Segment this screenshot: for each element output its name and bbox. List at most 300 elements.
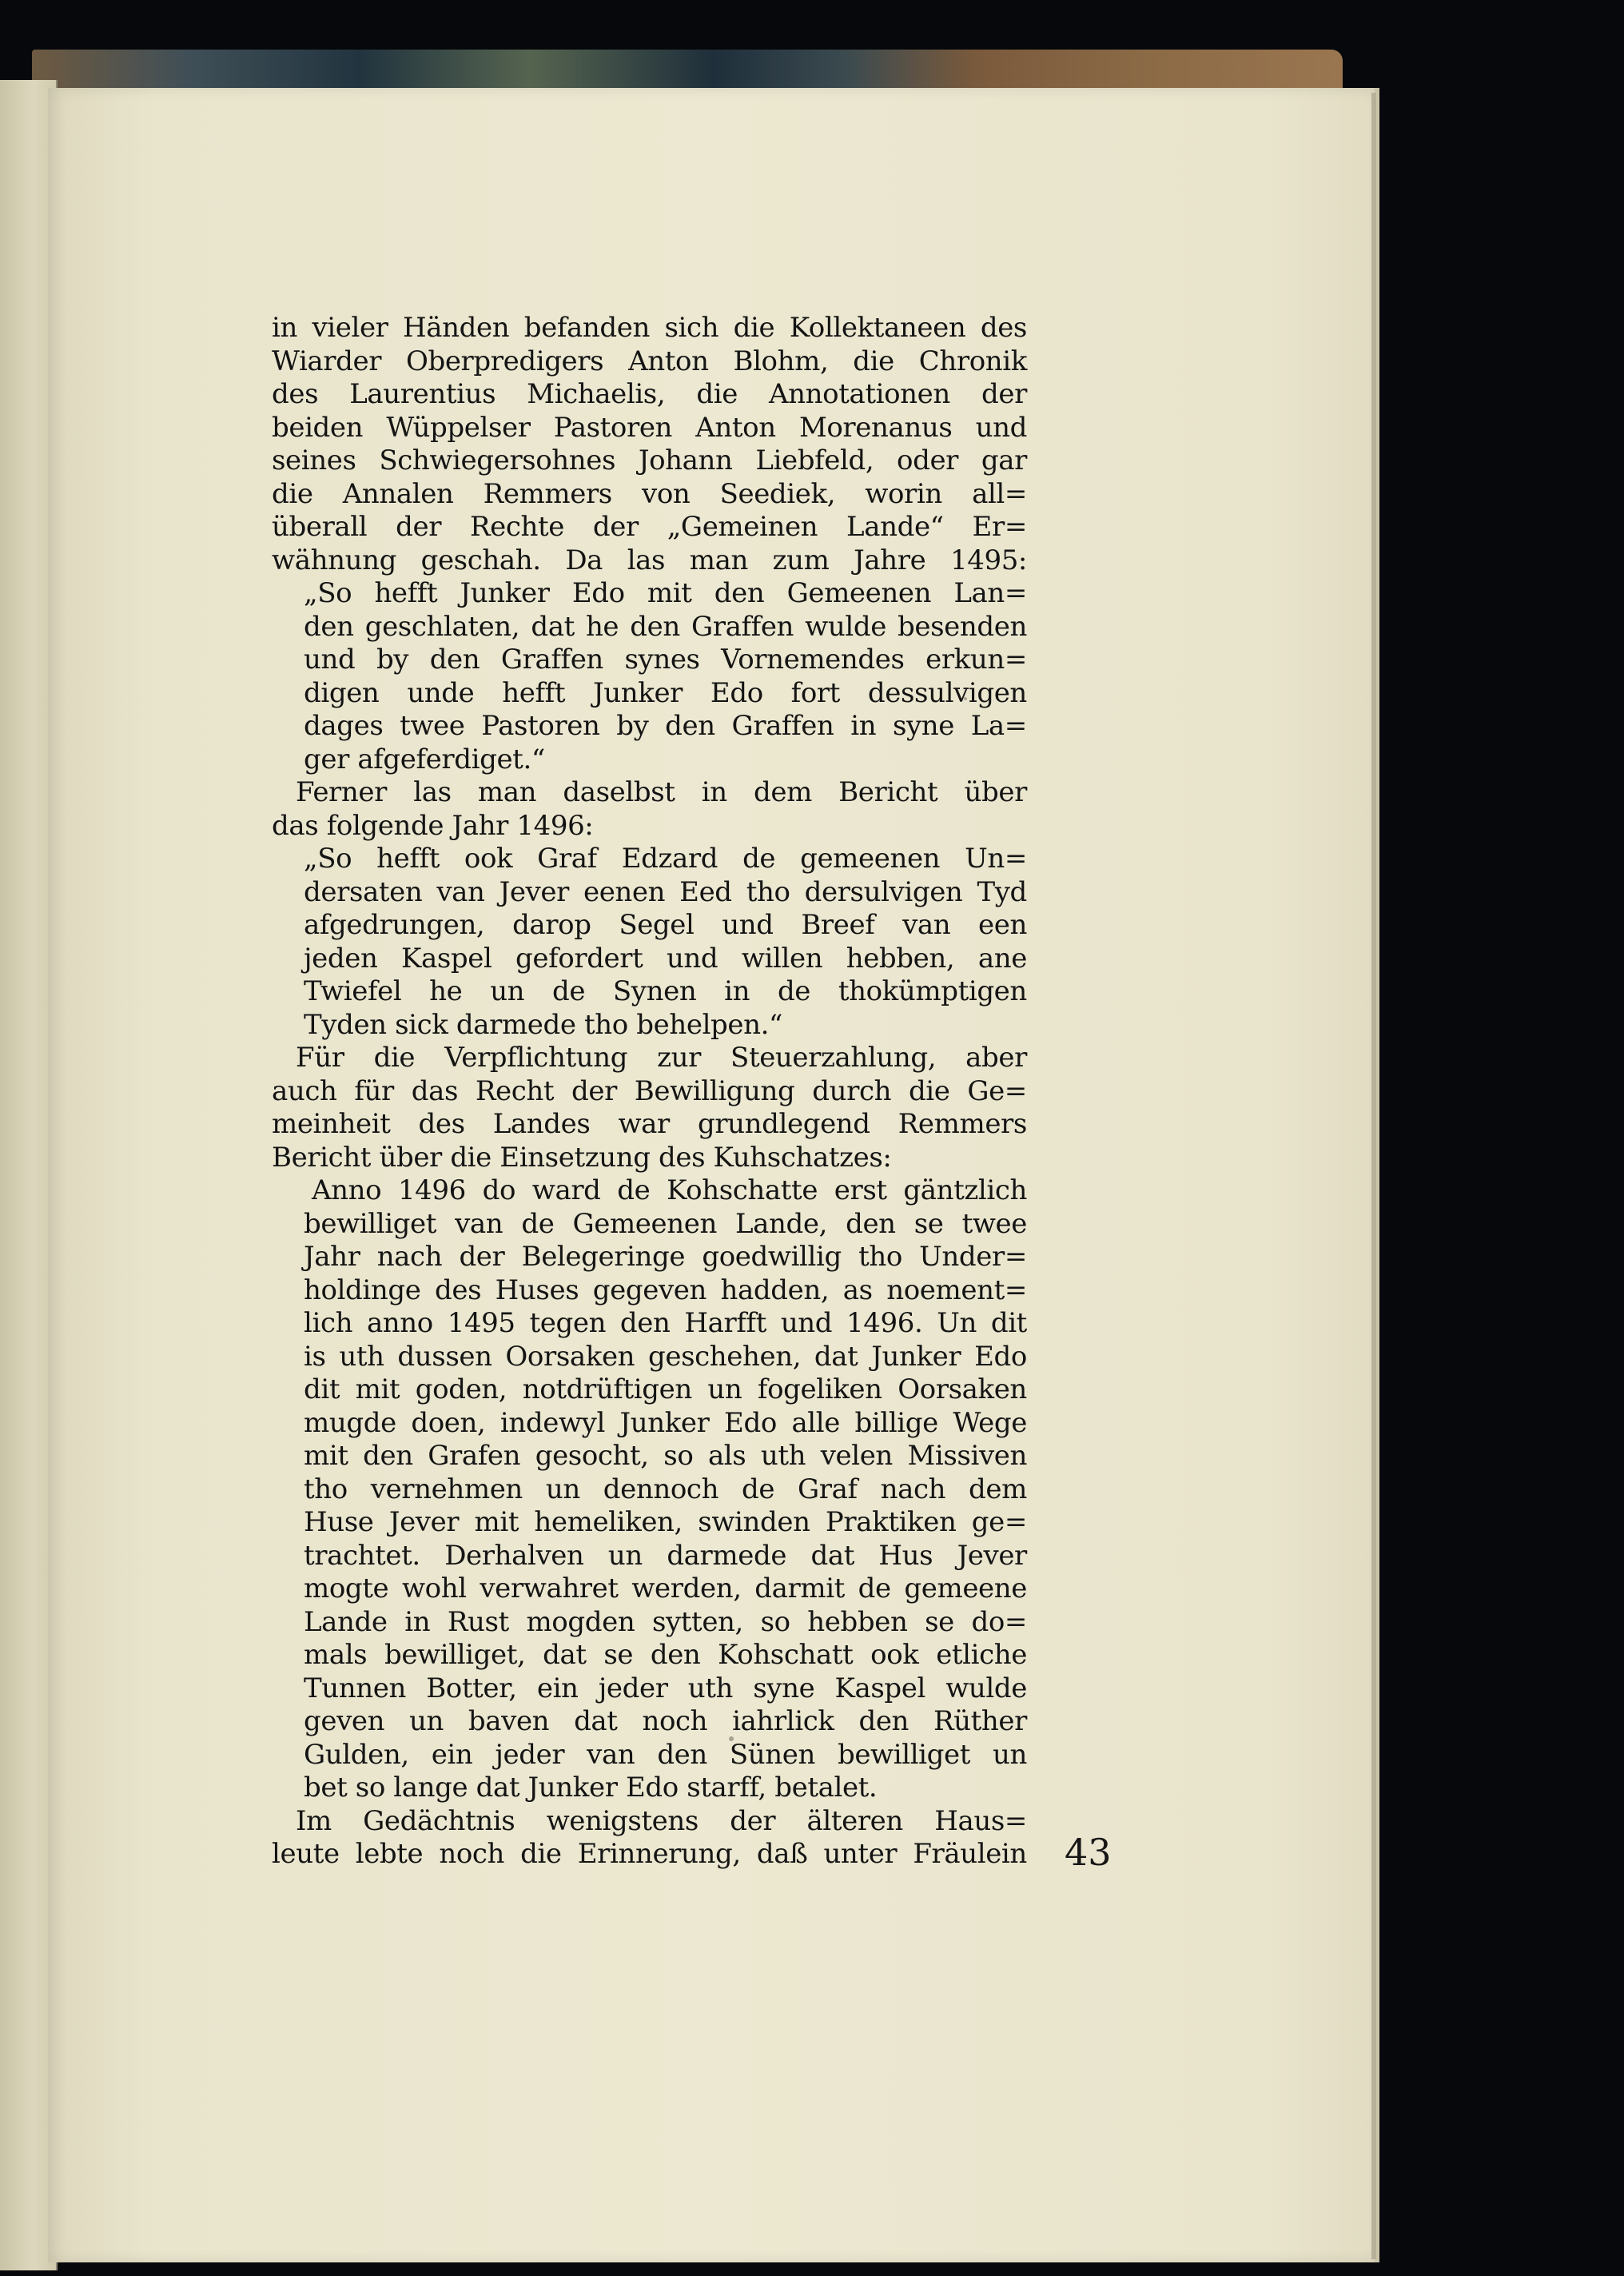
word: as bbox=[842, 1274, 873, 1306]
word: Junker bbox=[460, 577, 550, 609]
word: wulde bbox=[805, 610, 886, 643]
word: in bbox=[724, 975, 750, 1007]
word: 1495: bbox=[950, 544, 1027, 576]
word: Botter, bbox=[426, 1672, 517, 1704]
word: Lan= bbox=[953, 577, 1027, 609]
word: digen bbox=[304, 676, 380, 709]
word: war bbox=[618, 1108, 670, 1140]
word: las bbox=[413, 776, 452, 808]
word: alle bbox=[791, 1406, 840, 1439]
word: Oorsaken bbox=[505, 1340, 635, 1373]
word: dat bbox=[814, 1340, 858, 1373]
word: Steuerzahlung, bbox=[730, 1042, 937, 1074]
word: Anton bbox=[695, 411, 776, 444]
page-fore-edge bbox=[1371, 93, 1376, 2259]
word: mals bbox=[304, 1639, 368, 1671]
text-line bbox=[304, 710, 1027, 743]
word: wähnung bbox=[272, 544, 396, 576]
text-line bbox=[272, 511, 1027, 544]
word: den bbox=[363, 1440, 413, 1472]
word: Tyden bbox=[304, 1008, 387, 1041]
word: van bbox=[587, 1738, 635, 1771]
word: fogeliken bbox=[757, 1373, 882, 1405]
word: Kaspel bbox=[400, 942, 492, 975]
word: Graffen bbox=[731, 710, 834, 742]
word: Laurentius bbox=[349, 378, 496, 410]
word: von bbox=[642, 477, 691, 510]
word: Junker bbox=[871, 1340, 961, 1373]
word: bet bbox=[304, 1772, 348, 1804]
word: der bbox=[396, 511, 442, 543]
word: synes bbox=[624, 644, 700, 676]
text-line bbox=[304, 644, 1027, 677]
word: trachtet. bbox=[304, 1539, 420, 1572]
word: notdrüftigen bbox=[522, 1373, 692, 1405]
word: do bbox=[482, 1174, 516, 1206]
word: mit bbox=[474, 1506, 519, 1538]
word: Kaspel bbox=[834, 1672, 925, 1704]
word: Praktiken bbox=[825, 1506, 957, 1538]
word: Graffen bbox=[691, 610, 794, 643]
word: Remmers bbox=[483, 477, 612, 510]
word: vernehmen bbox=[370, 1473, 523, 1505]
word: baven bbox=[468, 1705, 550, 1737]
word: Segel bbox=[619, 909, 695, 941]
word: Huses bbox=[495, 1274, 579, 1306]
word: jeder bbox=[598, 1672, 668, 1704]
word: und bbox=[975, 411, 1027, 444]
word: Edo bbox=[710, 676, 763, 709]
word: in bbox=[404, 1605, 431, 1638]
word: hemeliken, bbox=[534, 1506, 683, 1538]
word: wohl bbox=[401, 1572, 467, 1604]
word: das bbox=[272, 809, 319, 842]
word: geven bbox=[304, 1705, 385, 1737]
word: Edo bbox=[617, 1772, 679, 1804]
word: Erinnerung, bbox=[577, 1838, 741, 1870]
word: tho bbox=[304, 1473, 348, 1505]
word: Jahr bbox=[444, 809, 508, 842]
word: Seediek, bbox=[719, 477, 836, 510]
text-line bbox=[304, 843, 1027, 876]
word: syne bbox=[753, 1672, 815, 1704]
word: hefft bbox=[502, 676, 566, 709]
word: durch bbox=[812, 1074, 892, 1107]
word: geschlaten, bbox=[364, 610, 520, 643]
word: den bbox=[714, 577, 765, 609]
word: tho bbox=[746, 875, 790, 908]
word: Recht bbox=[475, 1074, 555, 1107]
word: un bbox=[545, 1473, 580, 1505]
word: dat bbox=[574, 1705, 618, 1737]
word: Edzard bbox=[621, 843, 718, 875]
word: un bbox=[607, 1539, 643, 1572]
word: anno bbox=[366, 1307, 433, 1339]
word: so bbox=[760, 1605, 790, 1638]
text-line bbox=[272, 1838, 1027, 1871]
word: geschah. bbox=[420, 544, 541, 576]
word: uth bbox=[687, 1672, 734, 1704]
word: twee bbox=[400, 710, 465, 742]
word: darop bbox=[512, 909, 591, 941]
word: 1495 bbox=[447, 1307, 515, 1339]
text-line bbox=[272, 312, 1027, 345]
word: Hus bbox=[878, 1539, 933, 1572]
text-line bbox=[304, 1739, 1027, 1772]
word: La= bbox=[970, 710, 1027, 742]
text-line bbox=[304, 1208, 1027, 1242]
word: ook bbox=[870, 1639, 919, 1671]
word: den bbox=[304, 610, 354, 643]
word: Michaelis, bbox=[527, 378, 666, 410]
word: Annotationen bbox=[769, 378, 950, 410]
word: willen bbox=[741, 942, 823, 975]
word: uth bbox=[760, 1440, 806, 1472]
word: twee bbox=[961, 1207, 1027, 1240]
word: darmede bbox=[667, 1539, 787, 1572]
word: indewyl bbox=[500, 1406, 605, 1439]
word: se bbox=[603, 1639, 634, 1671]
word: nach bbox=[880, 1473, 946, 1505]
word: un bbox=[707, 1373, 742, 1405]
word: ook bbox=[464, 843, 513, 875]
word: noch bbox=[642, 1705, 708, 1737]
word: mugde bbox=[304, 1406, 396, 1439]
word: un bbox=[490, 975, 525, 1007]
word: die bbox=[520, 1838, 562, 1870]
word: nach bbox=[376, 1241, 443, 1273]
word: zur bbox=[657, 1042, 701, 1074]
text-line bbox=[312, 1174, 1027, 1208]
word: geschehen, bbox=[647, 1340, 802, 1373]
word: in bbox=[701, 776, 727, 808]
word: Gedächtnis bbox=[363, 1804, 515, 1837]
word: Da bbox=[565, 544, 603, 576]
word: betalet. bbox=[766, 1772, 878, 1804]
text-line bbox=[272, 378, 1027, 412]
word: he bbox=[429, 975, 463, 1007]
word: des bbox=[418, 1108, 465, 1140]
text-line bbox=[304, 677, 1027, 711]
word: verwahret bbox=[480, 1572, 619, 1604]
text-line bbox=[304, 1341, 1027, 1374]
word: sytten, bbox=[651, 1605, 743, 1638]
word: dat bbox=[810, 1539, 854, 1572]
word: Remmers bbox=[898, 1108, 1027, 1140]
word: Bericht bbox=[272, 1141, 372, 1174]
word: ein bbox=[536, 1672, 579, 1704]
word: Im bbox=[296, 1804, 332, 1837]
word: afgedrungen, bbox=[304, 909, 485, 941]
word: den bbox=[657, 1738, 707, 1771]
text-line bbox=[304, 1672, 1027, 1706]
word: des bbox=[435, 1274, 482, 1306]
word: die bbox=[908, 1074, 950, 1107]
word: van bbox=[455, 1207, 504, 1240]
word: dersulvigen bbox=[804, 875, 963, 908]
word: Junker bbox=[593, 676, 683, 709]
text-line bbox=[304, 1705, 1027, 1739]
text-line bbox=[272, 478, 1027, 512]
word: der bbox=[730, 1804, 776, 1837]
word: is bbox=[304, 1340, 326, 1373]
word: noement= bbox=[886, 1274, 1027, 1306]
word: se bbox=[925, 1605, 954, 1638]
word: den bbox=[429, 644, 480, 676]
word: man bbox=[477, 776, 537, 808]
word: dem bbox=[754, 776, 812, 808]
word: dussen bbox=[397, 1340, 492, 1373]
text-line bbox=[304, 1373, 1027, 1407]
text-line bbox=[304, 1572, 1027, 1606]
word: aber bbox=[965, 1042, 1027, 1074]
word: Tyd bbox=[977, 875, 1027, 908]
word: „Gemeinen bbox=[667, 511, 818, 543]
text-line bbox=[296, 1805, 1027, 1839]
word: erst bbox=[834, 1174, 887, 1206]
word: Lande“ bbox=[846, 511, 944, 543]
word: dat bbox=[531, 610, 575, 643]
text-line bbox=[296, 776, 1027, 810]
word: dessulvigen bbox=[867, 676, 1027, 709]
word: Fräulein bbox=[913, 1838, 1027, 1870]
word: de bbox=[552, 975, 586, 1007]
word: dat bbox=[468, 1772, 520, 1804]
word: worin bbox=[865, 477, 942, 510]
word: hefft bbox=[376, 843, 440, 875]
word: oder bbox=[897, 444, 959, 476]
text-line bbox=[304, 1606, 1027, 1640]
word: den bbox=[665, 710, 715, 742]
word: 1496. bbox=[846, 1307, 923, 1339]
word: Lande, bbox=[735, 1207, 828, 1240]
word: Twiefel bbox=[304, 975, 402, 1007]
word: Grafen bbox=[428, 1440, 521, 1472]
word: holdinge bbox=[304, 1274, 421, 1306]
word: goedwillig bbox=[702, 1241, 842, 1273]
word: Jever bbox=[388, 1506, 460, 1538]
word: Einsetzung bbox=[491, 1141, 651, 1174]
word: überall bbox=[272, 511, 368, 543]
word: lich bbox=[304, 1307, 353, 1339]
word: de bbox=[742, 1473, 775, 1505]
word: darmit bbox=[754, 1572, 845, 1604]
word: tegen bbox=[529, 1307, 607, 1339]
text-line bbox=[272, 1075, 1027, 1109]
text-line bbox=[304, 1241, 1027, 1274]
word: Harfft bbox=[684, 1307, 766, 1339]
word: in bbox=[850, 710, 877, 742]
word: des bbox=[980, 312, 1027, 344]
word: Rüther bbox=[933, 1705, 1027, 1737]
word: Er= bbox=[972, 511, 1027, 543]
word: und bbox=[666, 942, 718, 975]
word: Liebfeld, bbox=[755, 444, 874, 476]
word: by bbox=[376, 644, 409, 676]
word: man bbox=[689, 544, 748, 576]
word: Oorsaken bbox=[898, 1373, 1027, 1405]
word: Jahre bbox=[854, 544, 926, 576]
word: de bbox=[742, 843, 776, 875]
word: uth bbox=[339, 1340, 384, 1373]
word: Ge= bbox=[967, 1074, 1027, 1107]
word: do= bbox=[971, 1605, 1027, 1638]
word: starff, bbox=[678, 1772, 766, 1804]
text-line bbox=[304, 975, 1027, 1009]
word: lange bbox=[384, 1772, 468, 1804]
word: etliche bbox=[936, 1639, 1027, 1671]
text-line bbox=[304, 943, 1027, 976]
word: die bbox=[272, 477, 313, 510]
word: Oberpredigers bbox=[406, 345, 604, 377]
word: den bbox=[619, 1307, 671, 1339]
word: bewilliget bbox=[304, 1207, 437, 1240]
word: de bbox=[617, 1174, 651, 1206]
word: Eed bbox=[679, 875, 732, 908]
word: van bbox=[902, 909, 951, 941]
word: den bbox=[858, 1705, 910, 1737]
word: velen bbox=[820, 1440, 893, 1472]
word: Jever bbox=[957, 1539, 1027, 1572]
text-line bbox=[304, 1440, 1027, 1473]
word: Tunnen bbox=[304, 1672, 406, 1704]
word: Landes bbox=[492, 1108, 591, 1140]
word: gar bbox=[981, 444, 1027, 476]
word: eenen bbox=[583, 875, 666, 908]
word: gefordert bbox=[515, 942, 643, 975]
word: swinden bbox=[698, 1506, 810, 1538]
word: hadden, bbox=[720, 1274, 830, 1306]
word: mit bbox=[304, 1440, 348, 1472]
word: Kollektaneen bbox=[789, 312, 966, 344]
word: und bbox=[780, 1307, 833, 1339]
text-line bbox=[272, 1142, 1027, 1175]
word: behelpen.“ bbox=[627, 1008, 783, 1041]
word: Edo bbox=[724, 1406, 777, 1439]
word: die bbox=[733, 312, 775, 344]
text-line bbox=[272, 1108, 1027, 1142]
word: sich bbox=[664, 312, 719, 344]
text-line bbox=[304, 1506, 1027, 1540]
word: zum bbox=[772, 544, 830, 576]
word: syne bbox=[892, 710, 955, 742]
word: sick bbox=[386, 1008, 448, 1041]
word: tho bbox=[858, 1241, 902, 1273]
word: Wiarder bbox=[272, 345, 382, 377]
word: Anton bbox=[628, 345, 709, 377]
word: noch bbox=[439, 1838, 505, 1870]
text-line bbox=[304, 1639, 1027, 1672]
word: hebben, bbox=[846, 942, 955, 975]
text-line bbox=[304, 611, 1027, 644]
word: und bbox=[304, 644, 356, 676]
word: Graffen bbox=[500, 644, 603, 676]
word: Johann bbox=[638, 444, 733, 476]
word: dages bbox=[304, 710, 384, 742]
text-line bbox=[304, 1307, 1027, 1341]
word: des bbox=[650, 1141, 706, 1174]
text-line bbox=[304, 909, 1027, 943]
text-line bbox=[304, 1407, 1027, 1441]
word: Edo bbox=[974, 1340, 1027, 1373]
word: den bbox=[846, 1207, 896, 1240]
page-number: 43 bbox=[1065, 1831, 1112, 1874]
word: Huse bbox=[304, 1506, 374, 1538]
word: Annalen bbox=[342, 477, 454, 510]
word: den bbox=[650, 1639, 701, 1671]
word: gesocht, bbox=[535, 1440, 649, 1472]
word: bewilliget bbox=[837, 1738, 970, 1771]
word: mogden bbox=[526, 1605, 635, 1638]
word: Synen bbox=[612, 975, 697, 1007]
word: Verpflichtung bbox=[444, 1042, 628, 1074]
word: un bbox=[409, 1705, 444, 1737]
word: all= bbox=[972, 477, 1027, 510]
word: bewilliget, bbox=[384, 1639, 526, 1671]
word: Gulden, bbox=[304, 1738, 409, 1771]
word: hebben bbox=[807, 1605, 908, 1638]
word: ward bbox=[531, 1174, 601, 1206]
word: die bbox=[441, 1141, 492, 1174]
word: ge= bbox=[971, 1506, 1027, 1538]
text-line bbox=[272, 412, 1027, 445]
word: Rust bbox=[447, 1605, 509, 1638]
word: über bbox=[964, 776, 1027, 808]
word: in bbox=[272, 312, 297, 344]
word: Ferner bbox=[296, 776, 387, 808]
word: doen, bbox=[411, 1406, 486, 1439]
word: Gemeenen bbox=[786, 577, 932, 609]
word: Morenanus bbox=[798, 411, 953, 444]
text-line bbox=[296, 1042, 1027, 1075]
word: Kohschatte bbox=[667, 1174, 818, 1206]
word: auch bbox=[272, 1074, 337, 1107]
word: das bbox=[411, 1074, 459, 1107]
word: über bbox=[371, 1141, 442, 1174]
word: der bbox=[459, 1241, 505, 1273]
word: dit bbox=[304, 1373, 340, 1405]
word: Haus= bbox=[934, 1804, 1027, 1837]
word: dennoch bbox=[603, 1473, 719, 1505]
word: Bewilligung bbox=[634, 1074, 795, 1107]
word: die bbox=[853, 345, 894, 377]
word: Anno bbox=[312, 1174, 382, 1206]
word: Wüppelser bbox=[386, 411, 531, 444]
word: Belegeringe bbox=[521, 1241, 686, 1273]
word: den bbox=[630, 610, 680, 643]
word: der bbox=[592, 511, 639, 543]
word: Graf bbox=[798, 1473, 858, 1505]
word: afgeferdiget.“ bbox=[348, 743, 545, 775]
word: 1496: bbox=[508, 809, 594, 842]
word: dit bbox=[990, 1307, 1027, 1339]
text-line bbox=[272, 444, 1027, 478]
word: werden, bbox=[631, 1572, 742, 1604]
text-line bbox=[272, 345, 1027, 379]
word: leute bbox=[272, 1838, 340, 1870]
word: thokümptigen bbox=[838, 975, 1027, 1007]
word: unter bbox=[823, 1838, 898, 1870]
word: Kuhschatzes: bbox=[705, 1141, 892, 1174]
word: dem bbox=[969, 1473, 1027, 1505]
word: meinheit bbox=[272, 1108, 391, 1140]
text-line bbox=[304, 1540, 1027, 1573]
word: Pastoren bbox=[553, 411, 673, 444]
word: gemeene bbox=[904, 1572, 1027, 1604]
word: van bbox=[436, 875, 485, 908]
word: billige bbox=[854, 1406, 938, 1439]
word: die bbox=[373, 1042, 416, 1074]
